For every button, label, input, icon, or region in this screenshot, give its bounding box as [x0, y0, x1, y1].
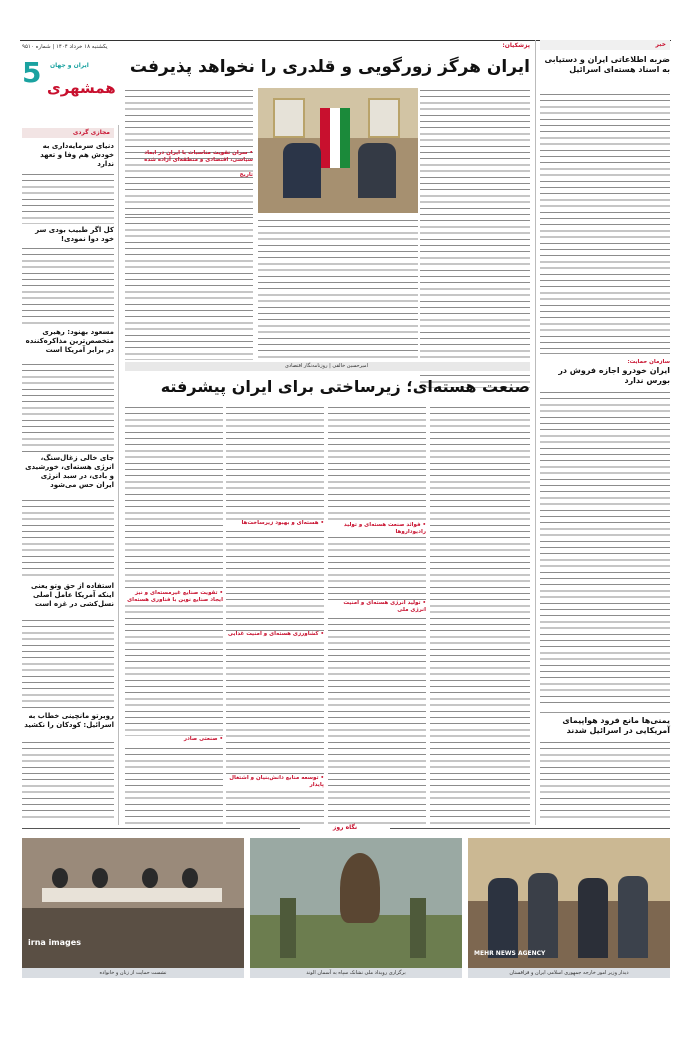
main-col-left: [125, 215, 253, 360]
photo-middle: [250, 838, 462, 978]
caption-left: نشست حمایت از زنان و خانواده: [22, 968, 244, 978]
photo-right: [468, 838, 670, 978]
second-sub-1: • فوائد صنعت هسته‌ای و تولید رادیوداروها: [328, 522, 426, 536]
second-col-1: [430, 405, 530, 825]
page-number: 5: [22, 56, 42, 89]
sidebar-section: خبر: [655, 41, 666, 48]
second-sub-4: • هسته‌ای و بهبود زیرساخت‌ها: [226, 520, 324, 527]
caption-middle: برگزاری رویداد ملی نشانک سپاه به آسمان الوند: [250, 968, 462, 978]
sidebar-item2-kicker: سازمان حمایت:: [627, 359, 670, 365]
main-headline: ایران هرگز زورگویی و قلدری را نخواهد پذیرفت: [129, 57, 530, 77]
sidebar-item1-body: [540, 92, 670, 350]
main-kicker: پزشکیان:: [502, 42, 530, 49]
credit-right: MEHR NEWS AGENCY: [474, 950, 546, 957]
left-item5-title: استفاده از حق وتو یعنی اینکه آمریکا عامل اصلی نسل‌کشی در غزه است: [31, 582, 114, 608]
left-item2-title: کل اگر طبیب بودی سر خود دوا نمودی!: [35, 226, 114, 243]
second-sub-5: • توسعه منابع دانش‌بنیان و اشتغال پایدار: [226, 775, 324, 789]
main-highlight-2: تاریخ: [239, 172, 253, 178]
second-sub-7: • صنعتی صادر: [125, 736, 223, 743]
second-headline: صنعت هسته‌ای؛ زیرساختی برای ایران پیشرفته: [160, 377, 530, 396]
right-sidebar-header: [540, 40, 670, 50]
photo-strip-label: نگاه روز: [300, 824, 390, 833]
left-item4-title: جای خالی زغال‌سنگ، انرژی هسته‌ای، خورشیدی و بادی، در سبد انرژی ایران حس می‌شود: [25, 454, 114, 489]
left-item1-title: دنیای سرمایه‌داری به خودش هم وفا و تعهد ندارد: [40, 142, 114, 168]
logo-text: همشهری: [47, 79, 116, 97]
main-col-right: [420, 88, 530, 388]
second-sub-6: • تقویت صنایع غیرمسته‌ای و نیز ایجاد صنایع نوین با فناوری هسته‌ای: [125, 590, 223, 604]
photo-left: [22, 838, 244, 978]
sidebar-item2-title: ایران خودرو اجازه فروش در بورس ندارد: [558, 366, 670, 385]
sidebar-item1-title: ضربه اطلاعاتی ایران و دستیابی به اسناد هسته‌ای اسرائیل: [544, 55, 670, 74]
second-col-3: [226, 405, 324, 825]
second-sub-3: • کشاورزی هسته‌ای و امنیت غذایی: [227, 631, 324, 637]
masthead-logo: [22, 57, 117, 119]
sidebar-item3-title: یمنی‌ها مانع فرود هواپیمای آمریکایی در اسرائیل شدند: [562, 716, 670, 735]
second-sub-2: • تولید انرژی هسته‌ای و امنیت انرژی ملی: [328, 600, 426, 614]
author-line: امیرحسین خالقی | روزنامه‌نگار اقتصادی: [285, 363, 368, 369]
section-name: ایران و جهان: [50, 62, 89, 69]
main-photo: [258, 88, 418, 213]
left-sidebar-header: [22, 128, 114, 138]
left-item3-title: مسعود بهنود: رهبری متخصص‌ترین مذاکره‌کننده در برابر آمریکا است: [25, 328, 114, 354]
main-highlight-1: • سران تقویت مناسبات با ایران در ابعاد سیاسی، اقتصادی و منطقه‌ای آزاده شده: [144, 150, 253, 163]
main-col-middle: [258, 218, 418, 360]
second-col-4: [125, 405, 223, 825]
credit-left: irna images: [28, 938, 81, 947]
left-section: مجازی گردی: [72, 129, 110, 136]
sidebar-item2-body: [540, 390, 670, 708]
caption-right: دیدار وزیر امور خارجه جمهوری اسلامی ایران و قزاقستان: [468, 968, 670, 978]
date-line: یکشنبه ۱۸ خرداد ۱۴۰۴ | شماره ۹۵۱۰: [22, 44, 108, 50]
left-item6-title: روبرتو مانچینی خطاب به اسرائیل: کودکان را نکشید: [24, 712, 114, 729]
second-col-2: [328, 405, 426, 825]
sidebar-item3-body: [540, 740, 670, 822]
second-story-bar: [125, 362, 530, 371]
